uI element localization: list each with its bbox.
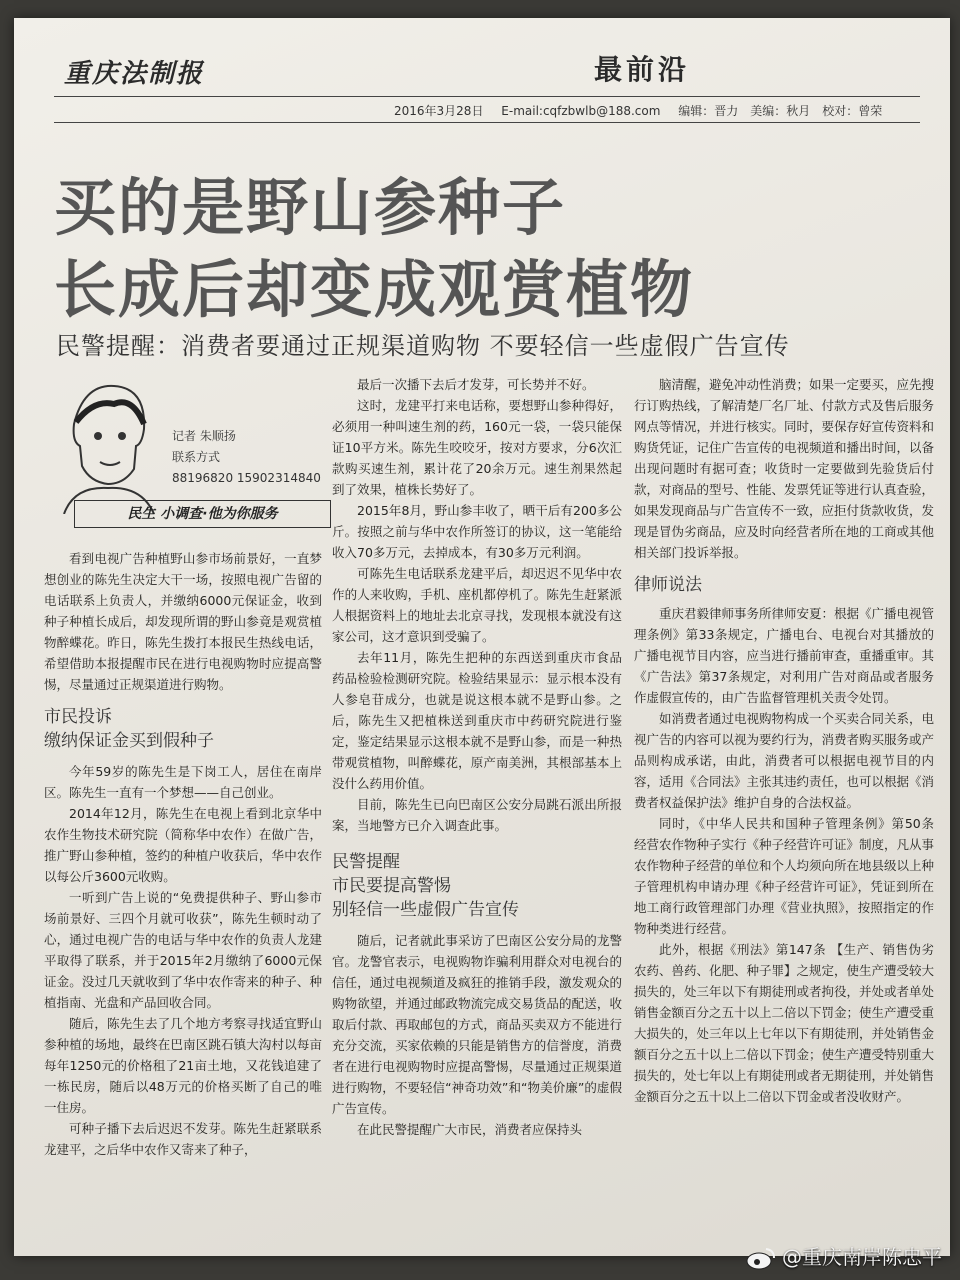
paragraph: 如消费者通过电视购物构成一个买卖合同关系，电视广告的内容可以视为要约行为，消费者购买服务或产品则构成承诺，由此，消费者可以根据电视节目的内容，适用《合同法》主张其违约责任，也可以根据《消费者权益保护法》维护自身的合法权益。 bbox=[634, 711, 935, 810]
paragraph: 可种子播下去后迟迟不发芽。陈先生赶紧联系龙建平，之后华中农作又寄来了种子， bbox=[44, 1121, 322, 1157]
paragraph: 重庆君毅律师事务所律师安夏：根据《广播电视管理条例》第33条规定，广播电台、电视台对其播放的广播电视节目内容，应当进行播前审查，重播重审。其《广告法》第37条规定，对利用广告对商品或者服务作虚假宣传的，由广告监督管理机关责令处罚。 bbox=[634, 606, 935, 705]
paragraph: 脑清醒，避免冲动性消费；如果一定要买，应先搜行订购热线，了解清楚厂名厂址、付款方式及售后服务网点等情况，并进行核实。同时，要保存好宣传资料和购货凭证，记住广告宣传的电视频道和播出时间，以备出现问题时有据可查；收货时一定要做到先验货后付款，对商品的型号、性能、发票凭证等进行认真查验，如果发现商品与广告宣传不一致，应拒付货款收货，发现是冒伪劣商品，应及时向经营者所在地的工商或其他相关部门投诉举报。 bbox=[634, 377, 935, 560]
reporter-portrait-icon bbox=[54, 374, 162, 514]
subsection-subtitle: 市民要提高警惕 bbox=[332, 876, 451, 896]
subheadline: 民警提醒：消费者要通过正规渠道购物 不要轻信一些虚假广告宣传 bbox=[56, 332, 790, 360]
divider bbox=[54, 96, 920, 97]
paragraph: 2014年12月，陈先生在电视上看到北京华中农作生物技术研究院（简称华中农作）在做广告，推广野山参种植，签约的种植户收获后，华中农作以每公斤3600元收购。 bbox=[44, 806, 322, 884]
watermark bbox=[746, 1241, 942, 1271]
subsection-subtitle: 别轻信一些虚假广告宣传 bbox=[332, 900, 519, 920]
reporter-contact-label: 联系方式 bbox=[172, 450, 221, 464]
watermark-text: @重庆南岸陈忠平 bbox=[782, 1244, 942, 1269]
weibo-icon bbox=[746, 1246, 776, 1270]
issue-email: E-mail:cqfzbwlb@188.com bbox=[501, 104, 661, 118]
paragraph: 此外，根据《刑法》第147条 【生产、销售伪劣农药、兽药、化肥、种子罪】之规定，使生产遭受较大损失的，处三年以下有期徒刑或者拘役，并处或者单处销售金额百分之五十以上二倍以下罚金；使生产遭受重大损失的，处三年以上七年以下有期徒刑，并处销售金额百分之五十以上二倍以下罚金；使生产遭受特别重大损失的，处七年以上有期徒刑或者无期徒刑，并处销售金额百分之五十以上二倍以下罚金或者没收财产。 bbox=[634, 942, 935, 1104]
issue-info bbox=[394, 102, 896, 119]
paragraph: 在此民警提醒广大市民，消费者应保持头 bbox=[357, 1122, 583, 1137]
paragraph: 同时，《中华人民共和国种子管理条例》第50条 经营农作物种子实行《种子经营许可证》制度，凡从事农作物种子经营的单位和个人均须向所在地县级以上种子管理机构申请办理《种子经营许可证》，凭证到所在地工商行政管理部门办理《营业执照》，按照指定的作物种类进行经营。 bbox=[634, 816, 935, 936]
section-title: 最前沿 bbox=[594, 53, 691, 86]
paragraph: 今年59岁的陈先生是下岗工人，居住在南岸区。陈先生一直有一个梦想——自己创业。 bbox=[44, 764, 322, 800]
reporter-info bbox=[172, 426, 321, 489]
reporter-name: 记者 朱顺扬 bbox=[172, 429, 236, 443]
paragraph: 去年11月，陈先生把种的东西送到重庆市食品药品检验检测研究院。检验结果显示：显示根本没有人参皂苷成分，也就是说这根本就不是野山参。之后，陈先生又把植株送到重庆市中药研究院进行鉴定，鉴定结果显示这根本就不是野山参，而是一种热带观赏植物，叫醉蝶花，原产南美洲，其根部基本上没什么药用价值。 bbox=[332, 650, 622, 791]
paragraph: 一听到广告上说的“免费提供种子、野山参市场前景好、三四个月就可收获”，陈先生顿时动了心，通过电视广告的电话与华中农作的负责人龙建平取得了联系，并于2015年2月缴纳了6000元保证金。没过几天就收到了华中农作寄来的种子、种植指南、光盘和产品回收合同。 bbox=[44, 890, 322, 1010]
column-bar: 民生 小调查·他为你服务 bbox=[74, 500, 331, 528]
headline-line-1: 买的是野山参种子 bbox=[54, 171, 567, 244]
subsection-title: 民警提醒 bbox=[332, 852, 400, 872]
intro-paragraph: 看到电视广告种植野山参市场前景好，一直梦想创业的陈先生决定大干一场，按照电视广告留的电话联系上负责人，并缴纳6000元保证金，收到种子种植长成后，却发现所谓的野山参竟是观赏植物醉蝶花。昨日，陈先生拨打本报民生热线电话，希望借助本报提醒市民在进行电视购物时应提高警惕，尽量通过正规渠道进行购物。 bbox=[44, 551, 322, 692]
paragraph: 最后一次播下去后才发芽，可长势并不好。 bbox=[357, 377, 595, 392]
issue-editors: 编辑：晋力 美编：秋月 校对：曾荣 bbox=[678, 104, 883, 118]
subsection-title: 市民投诉 bbox=[44, 707, 112, 727]
paragraph: 2015年8月，野山参丰收了，晒干后有200多公斤。按照之前与华中农作所签订的协议，这一笔能给收入70多万元，去掉成本，有30多万元利润。 bbox=[332, 503, 622, 560]
reporter-phones: 88196820 15902314840 bbox=[172, 471, 321, 485]
newspaper-page bbox=[14, 18, 950, 1256]
paragraph: 可陈先生电话联系龙建平后，却迟迟不见华中农作的人来收购，手机、座机都停机了。陈先生赶紧派人根据资料上的地址去北京寻找，发现根本就没有这家公司，这才意识到受骗了。 bbox=[332, 566, 622, 644]
paragraph: 随后，记者就此事采访了巴南区公安分局的龙警官。龙警官表示，电视购物诈骗利用群众对电视台的信任，通过电视频道及疯狂的推销手段，激发观众的购物欲望，并通过邮政物流完成交易货品的配送，收取后付款、再取邮包的方式，商品买卖双方不能进行充分交流，买家依赖的只能是销售方的信誉度，消费者在进行电视购物时应提高警惕，尽量通过正规渠道进行购物，不要轻信“神奇功效”和“物美价廉”的虚假广告宣传。 bbox=[332, 933, 622, 1116]
column-2 bbox=[332, 374, 622, 1140]
masthead: 重庆法制报 bbox=[64, 59, 205, 89]
column-3 bbox=[634, 374, 934, 1107]
paragraph: 随后，陈先生去了几个地方考察寻找适宜野山参种植的场地，最终在巴南区跳石镇大沟村以每亩每年1250元的价格租了21亩土地，又花钱追建了一栋民房，随后以48万元的价格买断了自己的唯一住房。 bbox=[44, 1016, 322, 1115]
paragraph: 目前，陈先生已向巴南区公安分局跳石派出所报案，当地警方已介入调查此事。 bbox=[332, 797, 622, 833]
subsection-title: 律师说法 bbox=[634, 575, 702, 595]
subsection-subtitle: 缴纳保证金买到假种子 bbox=[44, 731, 214, 751]
column-1 bbox=[44, 548, 322, 1160]
headline-line-2: 长成后却变成观赏植物 bbox=[54, 253, 695, 326]
paragraph: 这时，龙建平打来电话称，要想野山参种得好，必须用一种叫速生剂的药，160元一袋，一袋只能保证10平方米。陈先生咬咬牙，按对方要求，分6次汇款购买速生剂，累计花了20余万元。速生剂果然起到了效果，植株长势好了。 bbox=[332, 398, 622, 497]
issue-date: 2016年3月28日 bbox=[394, 104, 484, 118]
divider bbox=[54, 122, 920, 123]
